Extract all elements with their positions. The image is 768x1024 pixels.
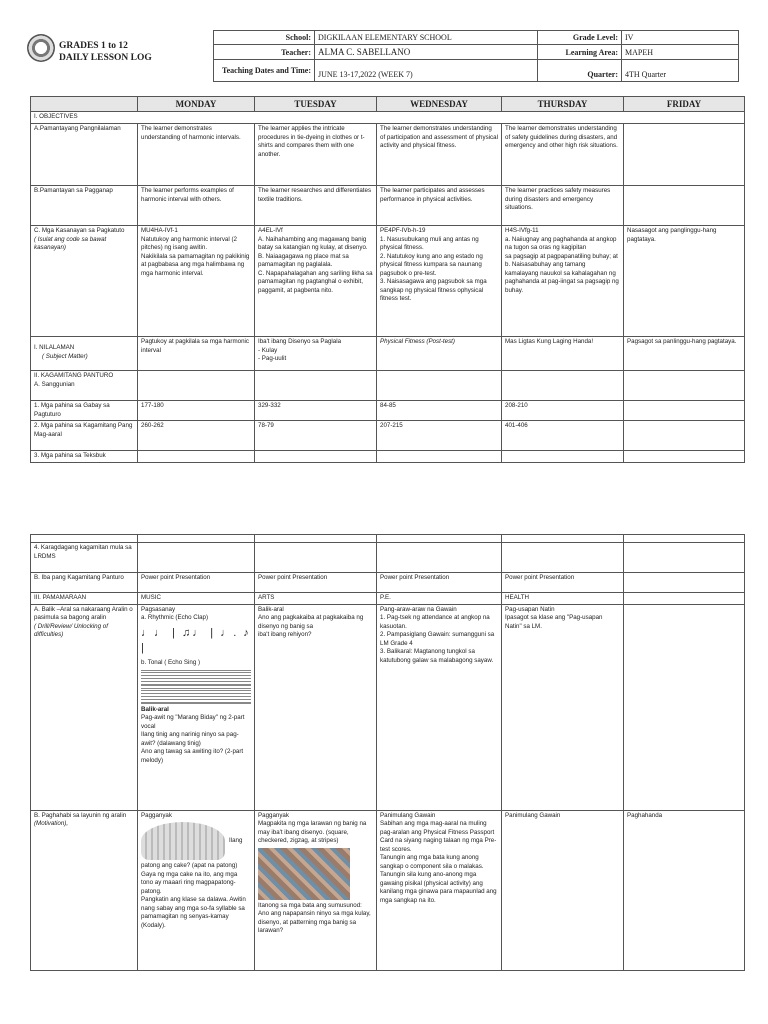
- cell: [255, 535, 377, 543]
- cell: [255, 810, 377, 970]
- cell: Power point Presentation: [502, 573, 624, 593]
- row-label: 1. Mga pahina sa Gabay sa Pagtuturo: [31, 400, 138, 420]
- cell-text: Pagganyak Magpakita ng mga larawan ng banig na may iba't ibang disenyo. (square, checkered, zigzag, at stripes): [258, 811, 367, 845]
- cell: [624, 535, 745, 543]
- cell: [624, 185, 745, 225]
- row-label-text: II. KAGAMITANG PANTURO: [34, 371, 114, 379]
- cell: [624, 370, 745, 400]
- day-header: THURSDAY: [502, 97, 624, 112]
- row-label: [31, 225, 138, 336]
- row-label: [31, 336, 138, 370]
- row-label: 3. Mga pahina sa Teksbuk: [31, 451, 138, 463]
- row-label-text: C. Mga Kasanayan sa Pagkatuto: [34, 226, 125, 234]
- cell: [502, 543, 624, 573]
- row-label: III. PAMAMARAAN: [31, 593, 138, 605]
- cell: The learner applies the intricate procedures in tie-dyeing in clothes or t-shirts and compares them with one another.: [255, 123, 377, 185]
- cell: The learner participates and assesses performance in physical activities.: [377, 185, 502, 225]
- row-label: [31, 604, 138, 810]
- cell: Pagsagot sa panlinggu-hang pagtataya.: [624, 336, 745, 370]
- cell: The learner performs examples of harmonic interval with others.: [138, 185, 255, 225]
- layered-cake-image: [141, 822, 225, 860]
- row-label-text: A. Balik –Aral sa nakaraang Aralin o pasimula sa bagong aralin: [34, 605, 133, 622]
- cell: [255, 370, 377, 400]
- cell: [377, 543, 502, 573]
- cell-text: Pagsasanay a. Rhythmic (Echo Clap): [141, 605, 209, 622]
- cell: [138, 370, 255, 400]
- cell: [138, 543, 255, 573]
- area-value: MAPEH: [622, 45, 739, 60]
- cell: H4S-IVfg-11 a. Naiiugnay ang paghahanda at angkop na tugon sa oras ng kagipitan sa pagsagip at pagpapanatiling buhay; at b. Naisasabuhay ang tamang kamalayang nauukol sa kahalagahan ng paghahanda at pag-iingat sa pagsagip ng buhay.: [502, 225, 624, 336]
- row-label: [31, 810, 138, 970]
- cell: 177-180: [138, 400, 255, 420]
- cell: Paghahanda: [624, 810, 745, 970]
- cell: [624, 573, 745, 593]
- cell-text: Pagganyak: [141, 811, 172, 819]
- quarter-label: Quarter:: [538, 60, 622, 82]
- cell-text: Pag-awit ng "Marang Biday" ng 2-part vocal Ilang tinig ang narinig ninyo sa pag-awit? (dalawang tinig) Ano ang tawag sa awiting ito? (2-part melody): [141, 714, 245, 764]
- objectives-heading: I. OBJECTIVES: [31, 112, 745, 124]
- lesson-log-table-2: [30, 534, 745, 971]
- cell: [138, 604, 255, 810]
- cell: [624, 400, 745, 420]
- grade-label: Grade Level:: [538, 31, 622, 45]
- teacher-label: Teacher:: [214, 45, 315, 60]
- row-label-note: ( Drill/Review/ Unlocking of difficulties): [34, 622, 108, 639]
- staff-notation-image: [141, 670, 251, 686]
- day-header: WEDNESDAY: [377, 97, 502, 112]
- row-label-note: ( Isulat ang code sa bawat kasanayan): [34, 235, 107, 252]
- cell: [138, 535, 255, 543]
- cell: [138, 451, 255, 463]
- cell: 329-332: [255, 400, 377, 420]
- cell: Pag-usapan Natin Ipasagot sa klase ang "Pag-usapan Natin" sa LM.: [502, 604, 624, 810]
- area-label: Learning Area:: [538, 45, 622, 60]
- staff-notation-image: [141, 688, 251, 704]
- row-label: B.Pamantayan sa Pagganap: [31, 185, 138, 225]
- row-label: B. Iba pang Kagamitang Panturo: [31, 573, 138, 593]
- cell: 78-79: [255, 421, 377, 451]
- cell: [377, 370, 502, 400]
- rhythm-notation-icon: ♩♩ | ♫♩ | ♩. ♪ |: [141, 626, 251, 654]
- subject-label: P.E.: [377, 593, 502, 605]
- cell: Nasasagot ang panglinggu-hang pagtataya.: [624, 225, 745, 336]
- cell-text: Itanong sa mga bata ang sumusunod: Ano ang napapansin ninyo sa mga kulay, disenyo, at patterning mga banig sa larawan?: [258, 901, 371, 935]
- teacher-value: ALMA C. SABELLANO: [315, 45, 538, 60]
- header-info-table: [213, 30, 739, 82]
- cell: Physical Fitness (Post-test): [377, 336, 502, 370]
- cell: [624, 451, 745, 463]
- cell: Power point Presentation: [255, 573, 377, 593]
- row-label: A.Pamantayang Pangnilalaman: [31, 123, 138, 185]
- school-label: School:: [214, 31, 315, 45]
- subject-label: HEALTH: [502, 593, 624, 605]
- subject-label: ARTS: [255, 593, 377, 605]
- cell: Mas Ligtas Kung Laging Handa!: [502, 336, 624, 370]
- quarter-value: 4TH Quarter: [622, 60, 739, 82]
- cell: [377, 451, 502, 463]
- cell: Pang-araw-araw na Gawain 1. Pag-tsek ng attendance at angkop na kasuotan. 2. Pampasiglang Gawain: sumangguni sa LM Grade 4 3. Balikaral: Magtanong tungkol sa katutubong galaw sa malabagong sayaw.: [377, 604, 502, 810]
- row-label-text: I. NILALAMAN: [34, 343, 75, 351]
- row-label: 4. Karagdagang kagamitan mula sa LRDMS: [31, 543, 138, 573]
- cell: PE4PF-IVb-h-19 1. Nasusubukang muli ang antas ng physical fitness. 2. Natutukoy kung ano ang estado ng physical fitness kumpara sa naunang pagsubok o pre-test. 3. Naisasagawa ang pagsubok sa mga sangkap ng physical fitness ophysical fitness test.: [377, 225, 502, 336]
- dates-label: Teaching Dates and Time:: [214, 60, 315, 82]
- cell: [502, 370, 624, 400]
- cell: The learner demonstrates understanding of participation and assessment of physical activity and physical fitness.: [377, 123, 502, 185]
- row-label-note: (Motivation),: [34, 820, 69, 828]
- dll-title-line2: DAILY LESSON LOG: [59, 53, 152, 64]
- grade-value: IV: [622, 31, 739, 45]
- cell: The learner demonstrates understanding of harmonic intervals.: [138, 123, 255, 185]
- cell: The learner practices safety measures during disasters and emergency situations.: [502, 185, 624, 225]
- cell: Balik-aral Ano ang pagkakaiba at pagkakaiba ng disenyo ng banig sa iba't ibang rehiyon?: [255, 604, 377, 810]
- day-header: TUESDAY: [255, 97, 377, 112]
- lesson-log-table-1: [30, 96, 745, 463]
- cell: [255, 451, 377, 463]
- cell: 208-210: [502, 400, 624, 420]
- cell: The learner researches and differentiates textile traditions.: [255, 185, 377, 225]
- cell: 84-85: [377, 400, 502, 420]
- corner-cell: [31, 97, 138, 112]
- cell: [138, 810, 255, 970]
- cell: MU4HA-IVf-1 Natutukoy ang harmonic interval (2 pitches) ng isang awitin. Nakikilala sa pamamagitan ng pakikinig at pagbabasa ang mga halimbawa ng mga harmonic interval.: [138, 225, 255, 336]
- row-label-text: B. Paghahabi sa layunin ng aralin: [34, 811, 127, 819]
- deped-seal-logo: [27, 34, 55, 62]
- cell-text: patong ang cake? (apat na patong) Gaya ng mga cake na ito, ang mga tono ay maaari ring magpapatong-patong. Pangkatin ang klase sa dalawa. Awitin nang sabay ang mga so-fa syllable sa pamamagitan ng senyas-kamay (Kodaly).: [141, 862, 246, 929]
- cell: The learner demonstrates understanding of safety guidelines during disasters, and emergency and other high risk situations.: [502, 123, 624, 185]
- subject-label: MUSIC: [138, 593, 255, 605]
- row-label: 2. Mga pahina sa Kagamitang Pang Mag-aaral: [31, 421, 138, 451]
- cell: Panimulang Gawain Sabihan ang mga mag-aaral na muling pag-aralan ang Physical Fitness Passport Card na siyang naging talaan ng mga Pre-test scores. Tanungin ang mga bata kung anong sangkap o component sila o malakas. Tanungin sila kung ano-anong mga gawaing pisikal (physical activity) ang kanilang mga ginawa para mapaunlad ang mga sangkap na ito.: [377, 810, 502, 970]
- row-label-note: ( Subject Matter): [42, 352, 88, 360]
- cell: [624, 543, 745, 573]
- day-header: FRIDAY: [624, 97, 745, 112]
- cell: Power point Presentation: [377, 573, 502, 593]
- cell: A4EL-IVf A. Naihahambing ang magawang banig batay sa katangian ng kulay, at disenyo. B. Naiaagagawa ng place mat sa pamamagitan ng paglalala. C. Napapahalagahan ang sariling likha sa pamamagitan ng pagtanghal o exhibit, paggamit, at pagbenta nito.: [255, 225, 377, 336]
- cell: [624, 604, 745, 810]
- cell-text: Balik-aral: [141, 705, 169, 713]
- dll-title: [59, 40, 152, 65]
- cell: [624, 421, 745, 451]
- cell: [377, 535, 502, 543]
- cell: 260-262: [138, 421, 255, 451]
- cell: 401-406: [502, 421, 624, 451]
- dll-title-line1: GRADES 1 to 12: [59, 41, 128, 51]
- cell: Iba't ibang Disenyo sa Paglala - Kulay - Pag-uulit: [255, 336, 377, 370]
- cell-text: b. Tonal ( Echo Sing ): [141, 658, 201, 666]
- cell: Pagtukoy at pagkilala sa mga harmonic interval: [138, 336, 255, 370]
- woven-mat-photo: [258, 848, 350, 900]
- school-value: DIGKILAAN ELEMENTARY SCHOOL: [315, 31, 538, 45]
- dates-value: JUNE 13-17,2022 (WEEK 7): [315, 60, 538, 82]
- row-label-note: A. Sanggunian: [34, 380, 75, 388]
- row-label: [31, 370, 138, 400]
- cell: [31, 535, 138, 543]
- cell: [255, 543, 377, 573]
- cell: Power point Presentation: [138, 573, 255, 593]
- cell: [502, 451, 624, 463]
- day-header: MONDAY: [138, 97, 255, 112]
- cell: 207-215: [377, 421, 502, 451]
- cell: [502, 535, 624, 543]
- cell: [624, 123, 745, 185]
- cell: Panimulang Gawain: [502, 810, 624, 970]
- subject-label: [624, 593, 745, 605]
- cell-text: Ilang: [229, 836, 243, 844]
